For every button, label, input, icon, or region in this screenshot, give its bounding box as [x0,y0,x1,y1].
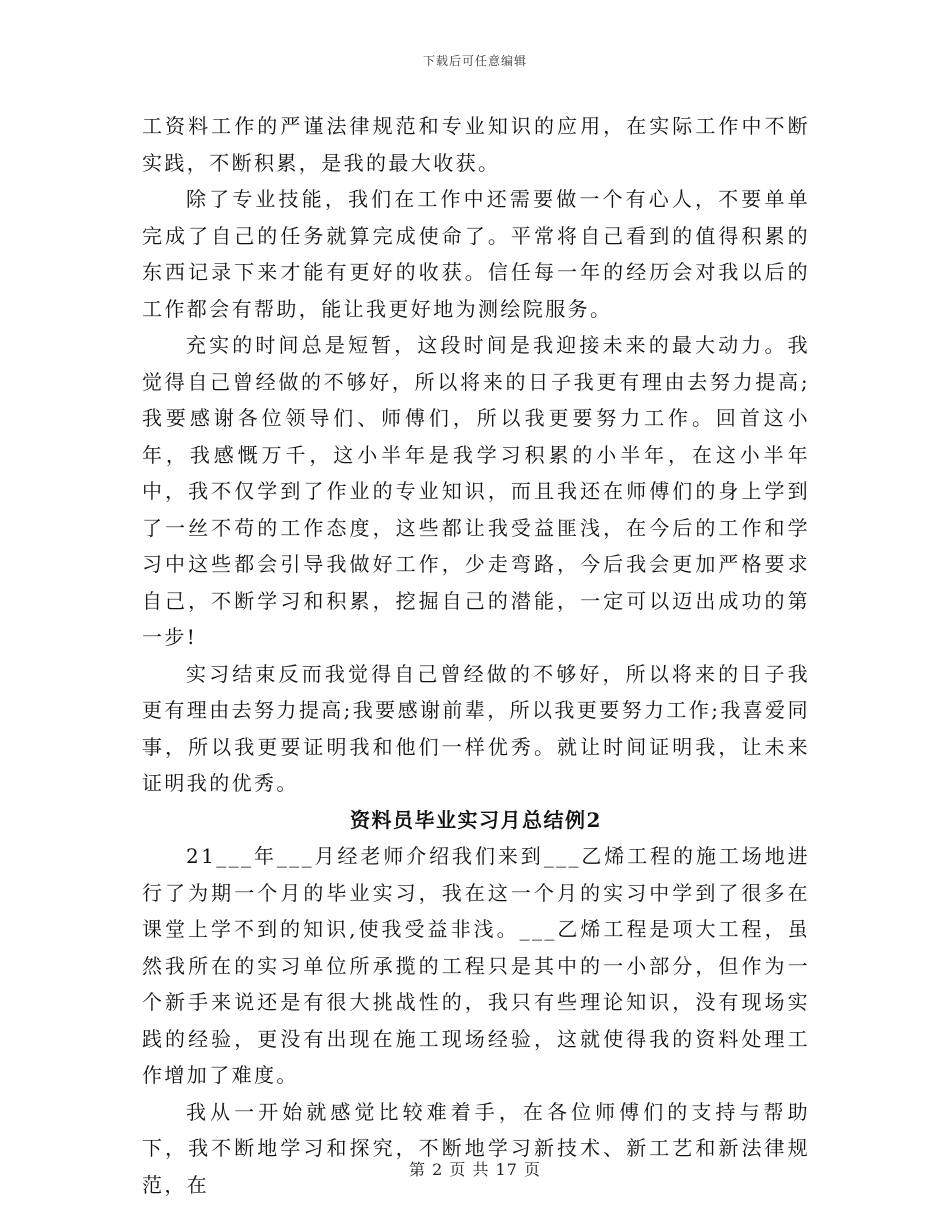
section-heading: 资料员毕业实习月总结例2 [350,807,602,832]
paragraph-1: 工资料工作的严谨法律规范和专业知识的应用，在实际工作中不断实践，不断积累，是我的最大收获。 [142,114,810,175]
paragraph-4: 实习结束反而我觉得自己曾经做的不够好，所以将来的日子我更有理由去努力提高;我要感谢前辈，所以我更要努力工作;我喜爱同事，所以我更要证明我和他们一样优秀。就让时间证明我，让未来证明我的优秀。 [142,661,810,795]
document-body [142,108,810,1203]
paragraph-5: 21___年___月经老师介绍我们来到___乙烯工程的施工场地进行了为期一个月的毕业实习，我在这一个月的实习中学到了很多在课堂上学不到的知识,使我受益非浅。___乙烯工程是项大工程，虽然我所在的实习单位所承揽的工程只是其中的一小部分，但作为一个新手来说还是有很大挑战性的，我只有些理论知识，没有现场实践的经验，更没有出现在施工现场经验，这就使得我的资料处理工作增加了难度。 [142,844,810,1087]
paragraph-2: 除了专业技能，我们在工作中还需要做一个有心人，不要单单完成了自己的任务就算完成使命了。平常将自己看到的值得积累的东西记录下来才能有更好的收获。信任每一年的经历会对我以后的工作都会有帮助，能让我更好地为测绘院服务。 [142,187,810,321]
paragraph-3: 充实的时间总是短暂，这段时间是我迎接未来的最大动力。我觉得自己曾经做的不够好，所以将来的日子我更有理由去努力提高;我要感谢各位领导们、师傅们，所以我更要努力工作。回首这小年，我感慨万千，这小半年是我学习积累的小半年，在这小半年中，我不仅学到了作业的专业知识，而且我还在师傅们的身上学到了一丝不苟的工作态度，这些都让我受益匪浅，在今后的工作和学习中这些都会引导我做好工作，少走弯路，今后我会更加严格要求自己，不断学习和积累，挖掘自己的潜能，一定可以迈出成功的第一步! [142,333,810,649]
page-number: 第 2 页 共 17 页 [409,1160,541,1179]
page-header-note: 下载后可任意编辑 [422,54,527,68]
paragraph-6: 我从一开始就感觉比较难着手，在各位师傅们的支持与帮助下，我不断地学习和探究，不断地学习新技术、新工艺和新法律规范，在 [142,1099,810,1197]
